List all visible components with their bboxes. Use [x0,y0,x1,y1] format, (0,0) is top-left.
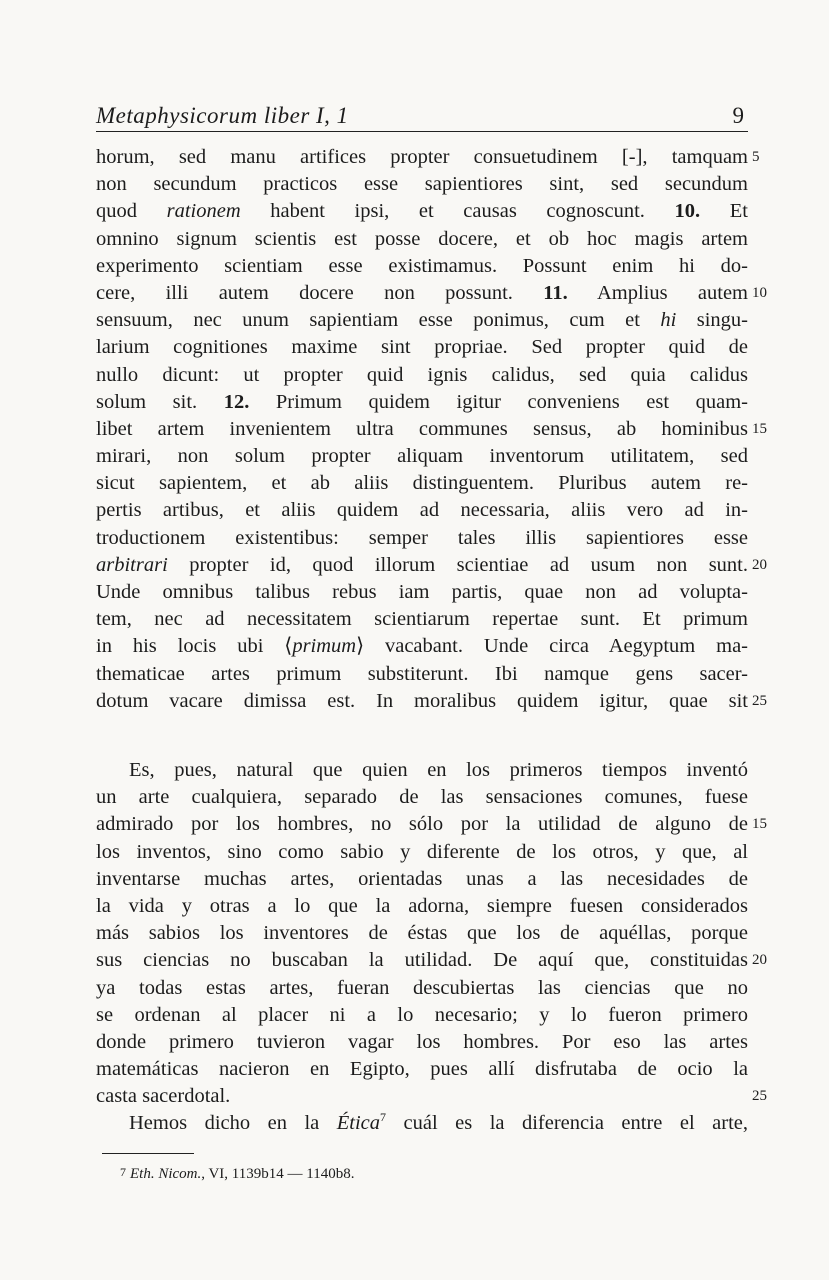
text-segment: cere, illi autem docere non possunt. [96,281,544,304]
text-segment: nullo dicunt: ut propter quid ignis calidus, sed quia calidus [96,363,748,386]
footnote-number: 7 [120,1165,126,1179]
text-segment: Primum quidem igitur conveniens est quam- [249,390,748,413]
text-segment: Ética [336,1112,380,1135]
text-line [96,1056,748,1083]
text-segment: cuál es la diferencia entre el arte, [386,1112,748,1135]
text-line [96,470,748,497]
text-segment: Es, pues, natural que quien en los primeros tiempos inventó [129,759,748,781]
text-line [96,688,767,715]
text-line [96,784,748,811]
text-segment: sicut sapientem, et ab aliis distinguentem. Pluribus autem re- [96,472,748,495]
footnote-reference: , VI, 1139b14 — 1140b8. [201,1166,355,1182]
text-line [96,198,748,225]
text-line [96,416,767,443]
latin-text-block [96,144,767,715]
text-segment: omnino signum scientis est posse docere, et ob hoc magis artem [96,227,748,250]
text-segment: ya todas estas artes, fueran descubiertas las ciencias que no [96,976,748,999]
text-segment: in his locis ubi ⟨ [96,635,293,658]
text-line [96,443,748,470]
text-segment: inventarse muchas artes, orientadas unas a las necesidades de [96,867,748,890]
text-segment: tem, nec ad necessitatem scientiarum repertae sunt. Et primum [96,608,748,631]
line-number: 10 [752,284,767,301]
text-line [96,866,748,893]
text-line [96,144,760,171]
text-segment: arbitrari [96,553,168,576]
running-title: Metaphysicorum liber I, 1 [96,103,349,128]
text-segment: rationem [166,200,241,223]
section-number: 11. [543,281,568,304]
text-segment: ⟩ vacabant. Unde circa Aegyptum ma- [356,635,748,658]
text-line [96,920,748,947]
section-number: 10. [674,200,701,223]
running-header [96,103,748,132]
text-segment: horum, sed manu artifices propter consuetudinem [-], tamquam [96,146,748,168]
text-line [96,579,748,606]
text-segment: thematicae artes primum substiterunt. Ibi namque gens sacer- [96,662,748,685]
section-number: 12. [223,390,250,413]
text-line [96,661,748,688]
text-segment: los inventos, sino como sabio y diferente de los otros, y que, al [96,840,748,863]
text-line [96,525,748,552]
text-segment: hi [660,309,677,332]
text-line [96,1002,748,1029]
text-line [96,226,748,253]
text-line [96,307,748,334]
text-line [96,253,748,280]
text-line [96,839,748,866]
footnote [120,1165,354,1183]
line-number: 5 [752,149,760,165]
text-segment: donde primero tuvieron vagar los hombres. Por eso las artes [96,1030,748,1053]
text-segment: mirari, non solum propter aliquam inventorum utilitatem, sed [96,445,748,468]
line-number: 25 [752,692,767,709]
text-segment: habent ipsi, et causas cognoscunt. [240,200,675,223]
text-line [96,633,748,660]
text-line [96,334,748,361]
text-segment: matemáticas nacieron en Egipto, pues allí disfrutaba de ocio la [96,1058,748,1081]
text-segment: casta sacerdotal. [96,1085,231,1108]
text-segment: singu- [676,309,749,332]
line-number: 15 [752,816,767,833]
page-number: 9 [732,103,744,128]
text-line [96,171,748,198]
text-segment: primum [292,635,357,658]
text-segment: sus ciencias no buscaban la utilidad. De aquí que, constituidas [96,949,748,972]
text-segment: sensuum, nec unum sapientiam esse ponimus, cum et [96,309,661,332]
text-line [96,811,767,838]
footnote-marker: 7 [380,1110,386,1125]
text-line [96,1083,767,1110]
text-segment: solum sit. [96,390,224,413]
text-segment: pertis artibus, et aliis quidem ad necessaria, aliis vero ad in- [96,499,748,522]
text-segment: libet artem invenientem ultra communes sensus, ab hominibus [96,417,748,440]
text-line [96,362,748,389]
text-line [96,975,748,1002]
line-number: 20 [752,952,767,969]
text-segment: Amplius autem [567,281,748,304]
text-line [96,1029,748,1056]
text-segment: troductionem existentibus: semper tales illis sapientiores esse [96,526,748,549]
text-line [96,757,748,784]
text-segment: más sabios los inventores de éstas que los de aquéllas, porque [96,922,748,945]
text-segment: la vida y otras a lo que la adorna, siempre fuesen considerados [96,894,748,917]
text-line [96,947,767,974]
text-line [96,893,748,920]
text-segment: un arte cualquiera, separado de las sensaciones comunes, fuese [96,786,748,809]
text-segment: larium cognitiones maxime sint propriae. Sed propter quid de [96,336,748,359]
text-segment: admirado por los hombres, no sólo por la utilidad de alguno de [96,813,748,836]
text-segment: experimento scientiam esse existimamus. Possunt enim hi do- [96,254,748,277]
spanish-translation-block [96,757,767,1138]
text-segment: se ordenan al placer ni a lo necesario; y lo fueron primero [96,1003,748,1026]
text-line [96,497,748,524]
text-line [96,606,748,633]
footnote-rule [102,1153,194,1154]
text-line [96,1110,748,1137]
text-segment: quod [96,200,167,223]
text-line [96,280,767,307]
text-segment: Hemos dicho en la [129,1112,337,1135]
line-number: 20 [752,556,767,573]
text-line [96,389,748,416]
text-segment: dotum vacare dimissa est. In moralibus quidem igitur, quae sit [96,689,748,712]
line-number: 15 [752,420,767,437]
text-segment: Unde omnibus talibus rebus iam partis, quae non ad volupta- [96,581,748,603]
footnote-work-title: Eth. Nicom. [130,1166,202,1182]
text-segment: propter id, quod illorum scientiae ad usum non sunt. [167,553,748,576]
text-line [96,552,767,579]
text-segment: non secundum practicos esse sapientiores sint, sed secundum [96,173,748,196]
text-segment: Et [700,200,749,223]
line-number: 25 [752,1088,767,1105]
